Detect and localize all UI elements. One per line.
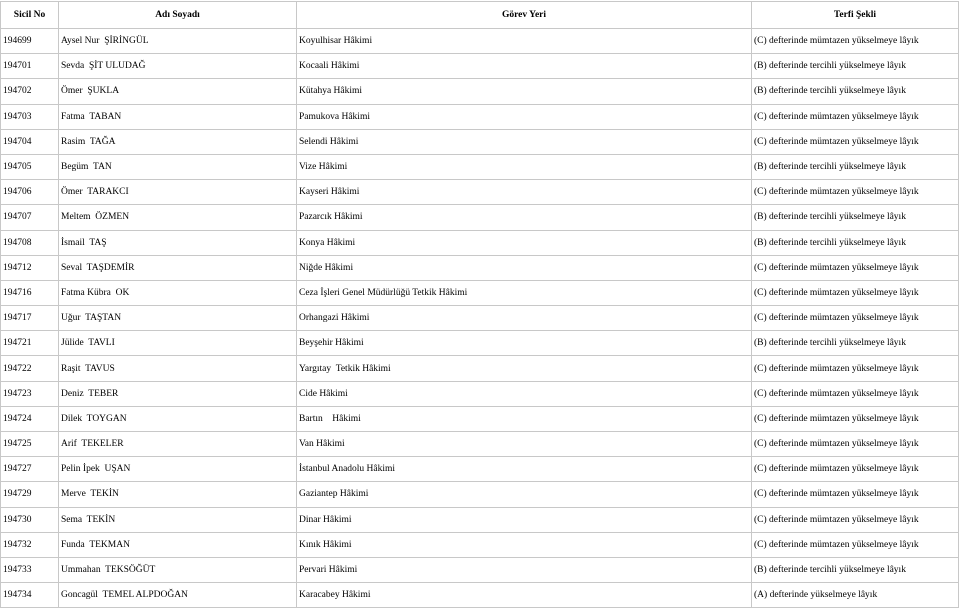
cell-adi-soyadi: Rasim TAĞA: [59, 129, 297, 154]
cell-sicil-no: 194727: [1, 457, 59, 482]
cell-sicil-no: 194712: [1, 255, 59, 280]
cell-sicil-no: 194725: [1, 432, 59, 457]
table-row: [1, 230, 959, 255]
table-header-row: [1, 2, 959, 29]
cell-gorev-yeri: Karacabey Hâkimi: [297, 583, 752, 608]
cell-sicil-no: 194705: [1, 154, 59, 179]
table-row: [1, 406, 959, 431]
cell-sicil-no: 194701: [1, 54, 59, 79]
cell-gorev-yeri: Selendi Hâkimi: [297, 129, 752, 154]
cell-adi-soyadi: Jülide TAVLI: [59, 331, 297, 356]
table-row: [1, 54, 959, 79]
cell-gorev-yeri: Niğde Hâkimi: [297, 255, 752, 280]
cell-terfi-sekli: (B) defterinde tercihli yükselmeye lâyık: [752, 557, 959, 582]
cell-sicil-no: 194716: [1, 280, 59, 305]
cell-gorev-yeri: Ceza İşleri Genel Müdürlüğü Tetkik Hâkimi: [297, 280, 752, 305]
cell-adi-soyadi: Sema TEKİN: [59, 507, 297, 532]
cell-adi-soyadi: Pelin İpek UŞAN: [59, 457, 297, 482]
promotion-table: [0, 1, 959, 608]
cell-adi-soyadi: Merve TEKİN: [59, 482, 297, 507]
cell-terfi-sekli: (C) defterinde mümtazen yükselmeye lâyık: [752, 482, 959, 507]
cell-gorev-yeri: Van Hâkimi: [297, 432, 752, 457]
cell-gorev-yeri: Gaziantep Hâkimi: [297, 482, 752, 507]
cell-sicil-no: 194717: [1, 306, 59, 331]
table-row: [1, 79, 959, 104]
cell-sicil-no: 194730: [1, 507, 59, 532]
cell-adi-soyadi: Deniz TEBER: [59, 381, 297, 406]
table-row: [1, 180, 959, 205]
table-row: [1, 331, 959, 356]
cell-adi-soyadi: Fatma TABAN: [59, 104, 297, 129]
table-row: [1, 255, 959, 280]
cell-gorev-yeri: İstanbul Anadolu Hâkimi: [297, 457, 752, 482]
table-row: [1, 356, 959, 381]
cell-adi-soyadi: Arif TEKELER: [59, 432, 297, 457]
cell-terfi-sekli: (C) defterinde mümtazen yükselmeye lâyık: [752, 507, 959, 532]
cell-sicil-no: 194723: [1, 381, 59, 406]
cell-sicil-no: 194729: [1, 482, 59, 507]
table-row: [1, 381, 959, 406]
cell-adi-soyadi: Funda TEKMAN: [59, 532, 297, 557]
cell-sicil-no: 194724: [1, 406, 59, 431]
cell-adi-soyadi: Ömer TARAKCI: [59, 180, 297, 205]
cell-adi-soyadi: Fatma Kübra OK: [59, 280, 297, 305]
cell-gorev-yeri: Konya Hâkimi: [297, 230, 752, 255]
cell-terfi-sekli: (C) defterinde mümtazen yükselmeye lâyık: [752, 180, 959, 205]
cell-sicil-no: 194702: [1, 79, 59, 104]
cell-adi-soyadi: Sevda ŞİT ULUDAĞ: [59, 54, 297, 79]
cell-adi-soyadi: Ummahan TEKSÖĞÜT: [59, 557, 297, 582]
cell-terfi-sekli: (C) defterinde mümtazen yükselmeye lâyık: [752, 432, 959, 457]
cell-terfi-sekli: (B) defterinde tercihli yükselmeye lâyık: [752, 54, 959, 79]
cell-sicil-no: 194721: [1, 331, 59, 356]
cell-sicil-no: 194708: [1, 230, 59, 255]
cell-terfi-sekli: (B) defterinde tercihli yükselmeye lâyık: [752, 154, 959, 179]
table-row: [1, 507, 959, 532]
cell-terfi-sekli: (C) defterinde mümtazen yükselmeye lâyık: [752, 104, 959, 129]
cell-sicil-no: 194733: [1, 557, 59, 582]
header-sicil-no: Sicil No: [1, 2, 59, 29]
cell-gorev-yeri: Koyulhisar Hâkimi: [297, 29, 752, 54]
cell-gorev-yeri: Vize Hâkimi: [297, 154, 752, 179]
cell-gorev-yeri: Kayseri Hâkimi: [297, 180, 752, 205]
table-row: [1, 154, 959, 179]
cell-sicil-no: 194734: [1, 583, 59, 608]
cell-terfi-sekli: (B) defterinde tercihli yükselmeye lâyık: [752, 79, 959, 104]
cell-terfi-sekli: (A) defterinde yükselmeye lâyık: [752, 583, 959, 608]
cell-terfi-sekli: (C) defterinde mümtazen yükselmeye lâyık: [752, 457, 959, 482]
cell-terfi-sekli: (C) defterinde mümtazen yükselmeye lâyık: [752, 280, 959, 305]
cell-gorev-yeri: Beyşehir Hâkimi: [297, 331, 752, 356]
cell-terfi-sekli: (C) defterinde mümtazen yükselmeye lâyık: [752, 306, 959, 331]
header-gorev-yeri: Görev Yeri: [297, 2, 752, 29]
cell-gorev-yeri: Orhangazi Hâkimi: [297, 306, 752, 331]
cell-terfi-sekli: (C) defterinde mümtazen yükselmeye lâyık: [752, 129, 959, 154]
table-row: [1, 583, 959, 608]
cell-terfi-sekli: (C) defterinde mümtazen yükselmeye lâyık: [752, 532, 959, 557]
table-row: [1, 306, 959, 331]
cell-gorev-yeri: Bartın Hâkimi: [297, 406, 752, 431]
cell-adi-soyadi: Meltem ÖZMEN: [59, 205, 297, 230]
cell-terfi-sekli: (C) defterinde mümtazen yükselmeye lâyık: [752, 255, 959, 280]
cell-terfi-sekli: (C) defterinde mümtazen yükselmeye lâyık: [752, 381, 959, 406]
table-row: [1, 205, 959, 230]
cell-sicil-no: 194707: [1, 205, 59, 230]
cell-adi-soyadi: Aysel Nur ŞİRİNGÜL: [59, 29, 297, 54]
cell-gorev-yeri: Pervari Hâkimi: [297, 557, 752, 582]
cell-sicil-no: 194722: [1, 356, 59, 381]
cell-adi-soyadi: Goncagül TEMEL ALPDOĞAN: [59, 583, 297, 608]
cell-sicil-no: 194732: [1, 532, 59, 557]
header-adi-soyadi: Adı Soyadı: [59, 2, 297, 29]
table-row: [1, 482, 959, 507]
cell-gorev-yeri: Kütahya Hâkimi: [297, 79, 752, 104]
table-body: [1, 29, 959, 608]
table-row: [1, 457, 959, 482]
table-row: [1, 432, 959, 457]
table-row: [1, 557, 959, 582]
cell-terfi-sekli: (B) defterinde tercihli yükselmeye lâyık: [752, 205, 959, 230]
cell-gorev-yeri: Kocaali Hâkimi: [297, 54, 752, 79]
cell-terfi-sekli: (C) defterinde mümtazen yükselmeye lâyık: [752, 356, 959, 381]
table-row: [1, 104, 959, 129]
cell-terfi-sekli: (B) defterinde tercihli yükselmeye lâyık: [752, 230, 959, 255]
cell-adi-soyadi: Seval TAŞDEMİR: [59, 255, 297, 280]
cell-terfi-sekli: (C) defterinde mümtazen yükselmeye lâyık: [752, 29, 959, 54]
cell-adi-soyadi: Ömer ŞUKLA: [59, 79, 297, 104]
cell-gorev-yeri: Cide Hâkimi: [297, 381, 752, 406]
cell-sicil-no: 194703: [1, 104, 59, 129]
table-row: [1, 280, 959, 305]
cell-gorev-yeri: Pazarcık Hâkimi: [297, 205, 752, 230]
table-row: [1, 29, 959, 54]
cell-gorev-yeri: Kınık Hâkimi: [297, 532, 752, 557]
cell-sicil-no: 194704: [1, 129, 59, 154]
cell-adi-soyadi: Uğur TAŞTAN: [59, 306, 297, 331]
cell-terfi-sekli: (C) defterinde mümtazen yükselmeye lâyık: [752, 406, 959, 431]
cell-gorev-yeri: Dinar Hâkimi: [297, 507, 752, 532]
cell-adi-soyadi: İsmail TAŞ: [59, 230, 297, 255]
cell-gorev-yeri: Yargıtay Tetkik Hâkimi: [297, 356, 752, 381]
table-row: [1, 129, 959, 154]
cell-adi-soyadi: Raşit TAVUS: [59, 356, 297, 381]
cell-terfi-sekli: (B) defterinde tercihli yükselmeye lâyık: [752, 331, 959, 356]
cell-gorev-yeri: Pamukova Hâkimi: [297, 104, 752, 129]
table-row: [1, 532, 959, 557]
cell-adi-soyadi: Dilek TOYGAN: [59, 406, 297, 431]
cell-adi-soyadi: Begüm TAN: [59, 154, 297, 179]
header-terfi-sekli: Terfi Şekli: [752, 2, 959, 29]
cell-sicil-no: 194699: [1, 29, 59, 54]
cell-sicil-no: 194706: [1, 180, 59, 205]
